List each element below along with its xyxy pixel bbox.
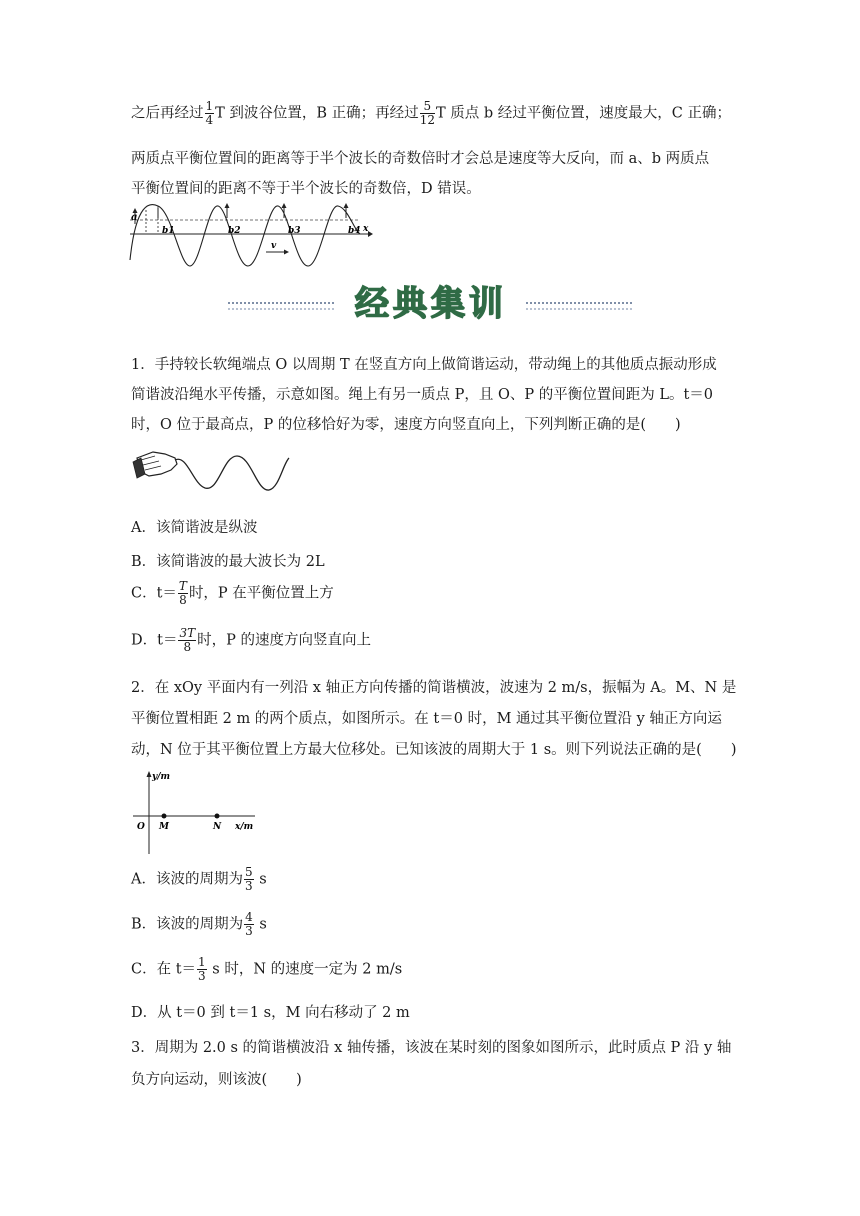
label-a: a xyxy=(131,212,138,223)
fraction: $\frac{5}{12}$ xyxy=(419,99,435,127)
q2-line-1: 2．在 xOy 平面内有一列沿 x 轴正方向传播的简谐横波，波速为 2 m/s，振幅为 A。M、N 是 xyxy=(131,680,737,696)
velocity-arrow-head xyxy=(284,250,289,255)
q2-option-c: C．在 t＝ $\frac{1}{3}$ s 时，N 的速度一定为 2 m/s xyxy=(131,955,403,983)
label-b3: b3 xyxy=(288,226,301,236)
fraction: $\frac{1}{4}$ xyxy=(205,99,214,127)
wave-figure xyxy=(128,200,373,270)
q2-line-3: 动，N 位于其平衡位置上方最大位移处。已知该波的周期大于 1 s。则下列说法正确的是( ) xyxy=(131,742,737,758)
label-v: v xyxy=(271,241,277,251)
point-m xyxy=(162,814,167,819)
q3-line-1: 3．周期为 2.0 s 的简谐横波沿 x 轴传播，该波在某时刻的图象如图所示，此时质点 P 沿 y 轴 xyxy=(131,1040,732,1056)
axes-figure xyxy=(131,768,261,856)
q1-option-b: B．该简谐波的最大波长为 2L xyxy=(131,554,325,570)
q3-line-2: 负方向运动，则该波( ) xyxy=(131,1072,302,1088)
section-banner xyxy=(228,282,632,326)
label-m: M xyxy=(159,822,169,832)
label-n: N xyxy=(213,822,222,832)
fraction: $\frac{3T}{8}$ xyxy=(179,626,196,654)
q1-line-1: 1．手持较长软绳端点 O 以周期 T 在竖直方向上做简谐运动，带动绳上的其他质点振动形成 xyxy=(131,357,717,373)
label-b1: b1 xyxy=(162,226,175,236)
intro-text: T 质点 b 经过平衡位置，速度最大，C 正确； xyxy=(435,105,731,122)
rope-figure xyxy=(131,448,291,498)
arrow-b3-head xyxy=(282,203,287,208)
fraction: $\frac{5}{3}$ xyxy=(244,865,253,893)
arrow-b4-head xyxy=(344,203,349,208)
y-axis-arrow xyxy=(147,771,152,777)
x-axis-arrow xyxy=(368,231,373,237)
label-b2: b2 xyxy=(228,226,241,236)
y-axis-label: y/m xyxy=(152,772,171,782)
label-b4: b4 xyxy=(348,226,361,236)
fraction: $\frac{4}{3}$ xyxy=(245,910,253,938)
q1-line-3: 时，O 位于最高点，P 的位移恰好为零，速度方向竖直向上，下列判断正确的是( ) xyxy=(131,417,681,433)
fraction: $\frac{1}{3}$ xyxy=(198,955,206,983)
q1-option-c: C．t＝ $\frac{T}{8}$ 时，P 在平衡位置上方 xyxy=(131,579,334,607)
rope-wave xyxy=(175,456,289,490)
hand-icon xyxy=(133,452,177,478)
label-x: x xyxy=(363,224,369,234)
intro-line-2: 两质点平衡位置间的距离等于半个波长的奇数倍时才会总是速度等大反向，而 a、b 两质点 xyxy=(131,151,710,167)
q2-option-a: A．该波的周期为 $\frac{5}{3}$ s xyxy=(131,865,267,893)
origin-label: O xyxy=(137,822,145,832)
q1-line-2: 简谐波沿绳水平传播，示意如图。绳上有另一质点 P，且 O、P 的平衡位置间距为 L。t＝0 xyxy=(131,387,714,403)
fraction: $\frac{T}{8}$ xyxy=(178,579,187,607)
intro-text: T 到波谷位置，B 正确；再经过 xyxy=(215,105,419,122)
q2-line-2: 平衡位置相距 2 m 的两个质点，如图所示。在 t＝0 时，M 通过其平衡位置沿 y 轴正方向运 xyxy=(131,711,722,727)
q2-option-b: B．该波的周期为 $\frac{4}{3}$ s xyxy=(131,910,267,938)
banner-dots-right xyxy=(526,302,632,310)
banner-dots-left xyxy=(228,302,334,310)
arrow-b2-head xyxy=(225,203,230,208)
point-n xyxy=(215,814,220,819)
x-axis-label: x/m xyxy=(235,822,254,832)
q2-option-d: D．从 t＝0 到 t＝1 s，M 向右移动了 2 m xyxy=(131,1005,410,1021)
intro-line-1 xyxy=(131,100,731,127)
q1-option-a: A．该简谐波是纵波 xyxy=(131,520,258,536)
section-title: 经典集训 xyxy=(355,284,507,324)
intro-line-3: 平衡位置间的距离不等于半个波长的奇数倍，D 错误。 xyxy=(131,181,481,197)
intro-text: 之后再经过 xyxy=(131,105,204,122)
q1-option-d: D．t＝ $\frac{3T}{8}$ 时，P 的速度方向竖直向上 xyxy=(131,626,371,654)
